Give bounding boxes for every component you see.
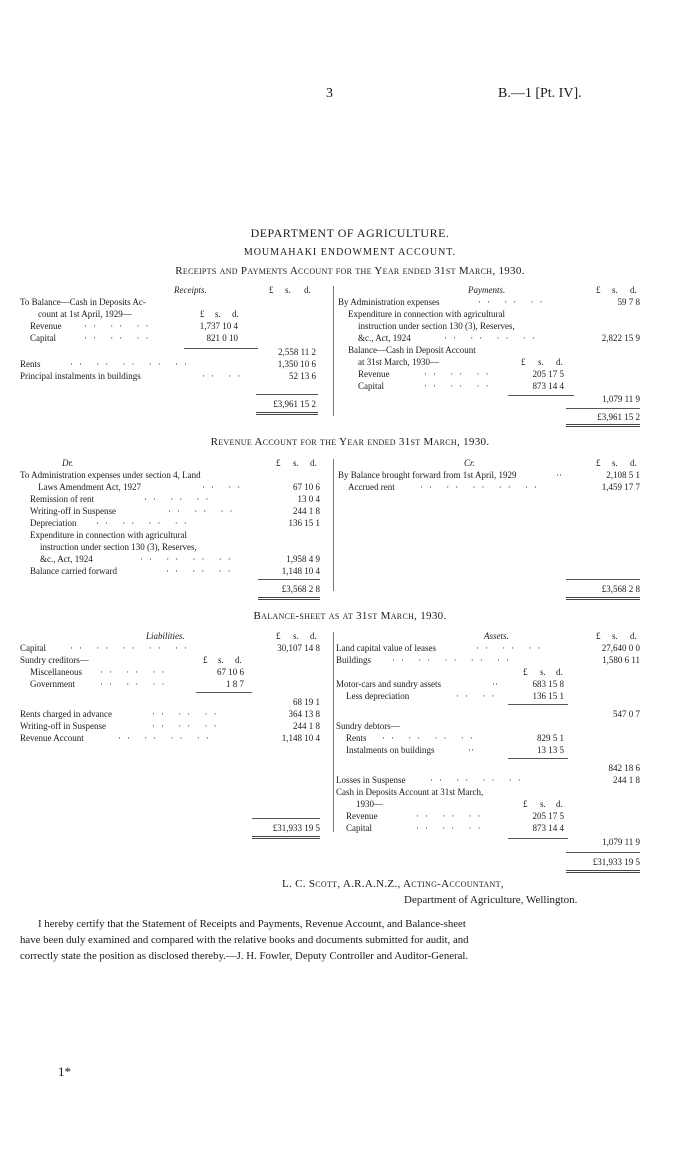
debtors-instalments-amount: 13 13 5 [537, 745, 564, 755]
balance-sheet: Liabilities. £ s. d. Capital ·· ·· ·· ·· ·· 30,107 14 8 Sundry creditors— £ s. d. Miscellaneous ·· ·· ·· 67 10 6 Government ·· ·· ·· 1 8 7 68 19 1 Rents charged in advance ·· ·· ·· 364 13 8 Writing-off in Suspense ·· ·· ·· 244 1 8 Revenue Account ·· ·· ·· ·· 1,148 10 4 £31,933 19 5 Assets. £ s. d. Land capital value of leases ·· ·· ·· 27,640 0 0 Buildings ·· ·· ·· ·· ·· 1,580 6 11 £ s. d. Motor-cars and sundry assets ·· 683 15 8 Less depreciation ·· ·· 136 15 1 547 0 7 Sundry debtors— Rents ·· ·· ·· ·· 829 5 1 Instalments on buildings ·· 13 13 5 842 18 6 Losses in Suspense ·· ·· ·· ·· 244 1 8 Cash in Deposits Account at 31st March, 1930— £ s. d. Revenue ·· ·· ·· 205 17 5 Capital ·· ·· ·· 873 14 4 [0, 630, 700, 840]
receipts-rents-amount: 1,350 10 6 [277, 359, 316, 369]
receipts-principal-amount: 52 13 6 [289, 371, 316, 381]
audit-certification-line-3: correctly state the position as disclosed thereby.—J. H. Fowler, Deputy Controller and Auditor-General. [20, 950, 469, 962]
accountant-signature: L. C. Scott, A.R.A.N.Z., Acting-Accountant, [282, 878, 504, 890]
liabilities-heading: Liabilities. [146, 631, 185, 641]
revenue-accrued-rent-amount: 1,459 17 7 [601, 482, 640, 492]
receipts-total: £3,961 15 2 [273, 399, 316, 409]
receipts-heading: Receipts. [174, 285, 207, 295]
liabilities-total: £31,933 19 5 [272, 823, 320, 833]
accountant-department: Department of Agriculture, Wellington. [404, 894, 578, 906]
less-depreciation-amount: 136 15 1 [532, 691, 564, 701]
receipts-revenue-amount: 1,737 10 4 [199, 321, 238, 331]
payments-heading: Payments. [468, 285, 506, 295]
revenue-cr-total: £3,568 2 8 [601, 584, 640, 594]
payments-expenditure-amount: 2,822 15 9 [601, 333, 640, 343]
audit-certification-line-2: have been duly examined and compared with the relative books and documents submitted for audit, and [20, 934, 469, 946]
payments-revenue-amount: 205 17 5 [532, 369, 564, 379]
revenue-carried-forward-amount: 1,148 10 4 [281, 566, 320, 576]
revenue-account: Dr. £ s. d. To Administration expenses under section 4, Land Laws Amendment Act, 1927 ·· ·· 67 10 6 Remission of rent ·· ·· ·· 13 0 4 Writing-off in Suspense ·· ·· ·· 244 1 8 Depreciation ·· ·· ·· ·· 136 15 1 Expenditure in connection with agricultural instruction under section 130 (3), Reserves, &c., Act, 1924 ·· ·· ·· ·· 1,958 4 9 Balance carried forward ·· ·· ·· 1,148 10 4 £3,568 2 8 Cr. £ s. d. By Balance brought forward from 1st April, 1929 ·· 2,108 5 1 Accrued rent ·· ·· ·· ·· ·· 1,459 17 7 £3,568 2 8 [0, 457, 700, 597]
creditors-government-amount: 1 8 7 [226, 679, 244, 689]
land-value-amount: 27,640 0 0 [601, 643, 640, 653]
debtors-rents-amount: 829 5 1 [537, 733, 564, 743]
revenue-cr-heading: Cr. [464, 458, 475, 468]
revenue-writing-off-amount: 244 1 8 [293, 506, 320, 516]
receipts-payments-account: Receipts. £ s. d. To Balance—Cash in Deposits Ac- count at 1st April, 1929— £ s. d. Revenue ·· ·· ·· 1,737 10 4 Capital ·· ·· ·· 821 0 10 2,558 11 2 Rents ·· ·· ·· ·· ·· 1,350 10 6 Principal instalments in buildings ·· ·· 52 13 6 £3,961 15 2 Payments. £ s. d. By Administration expenses ·· ·· ·· 59 7 8 Expenditure in connection with agricultural instruction under section 130 (3), Reserves, &c., Act, 1924 ·· ·· ·· ·· 2,822 15 9 Balance—Cash in Deposit Account at 31st March, 1930— £ s. d. Revenue ·· ·· ·· 205 17 5 Capital ·· ·· ·· 873 14 4 1,079 11 9 £3,961 15 2 [0, 284, 700, 424]
revenue-depreciation-amount: 136 15 1 [288, 518, 320, 528]
receipts-capital-amount: 821 0 10 [206, 333, 238, 343]
revenue-expenditure-amount: 1,958 4 9 [286, 554, 320, 564]
revenue-remission-amount: 13 0 4 [297, 494, 320, 504]
liabilities-capital-amount: 30,107 14 8 [277, 643, 320, 653]
buildings-amount: 1,580 6 11 [602, 655, 640, 665]
document-reference: B.—1 [Pt. IV]. [498, 86, 582, 101]
assets-cash-capital-amount: 873 14 4 [532, 823, 564, 833]
motor-cars-net-amount: 547 0 7 [613, 709, 640, 719]
receipts-payments-title: Receipts and Payments Account for the Year ended 31st March, 1930. [175, 265, 525, 277]
losses-in-suspense-amount: 244 1 8 [613, 775, 640, 785]
creditors-misc-amount: 67 10 6 [217, 667, 244, 677]
debtors-total: 842 18 6 [608, 763, 640, 773]
account-title: MOUMAHAKI ENDOWMENT ACCOUNT. [243, 247, 457, 258]
receipts-balance-subtotal: 2,558 11 2 [278, 347, 316, 357]
printer-signature-mark: 1* [58, 1064, 71, 1079]
audit-certification-line-1: I hereby certify that the Statement of Receipts and Payments, Revenue Account, and Balance-sheet [38, 918, 466, 930]
payments-total: £3,961 15 2 [597, 412, 640, 422]
liabilities-revenue-account-amount: 1,148 10 4 [281, 733, 320, 743]
rents-in-advance-amount: 364 13 8 [288, 709, 320, 719]
payments-admin-amount: 59 7 8 [617, 297, 640, 307]
page-number: 3 [326, 86, 333, 101]
balance-sheet-title: Balance-sheet as at 31st March, 1930. [253, 610, 447, 622]
revenue-brought-forward-amount: 2,108 5 1 [606, 470, 640, 480]
revenue-admin-amount: 67 10 6 [293, 482, 320, 492]
assets-cash-revenue-amount: 205 17 5 [532, 811, 564, 821]
revenue-dr-heading: Dr. [62, 458, 74, 468]
revenue-account-title: Revenue Account for the Year ended 31st March, 1930. [210, 436, 490, 448]
motor-cars-amount: 683 15 8 [532, 679, 564, 689]
creditors-total: 68 19 1 [293, 697, 320, 707]
assets-total: £31,933 19 5 [592, 857, 640, 867]
payments-capital-amount: 873 14 4 [532, 381, 564, 391]
assets-cash-total: 1,079 11 9 [602, 837, 640, 847]
payments-balance-total: 1,079 11 9 [602, 394, 640, 404]
assets-heading: Assets. [484, 631, 509, 641]
liabilities-writing-off-amount: 244 1 8 [293, 721, 320, 731]
department-title: DEPARTMENT OF AGRICULTURE. [250, 226, 450, 240]
revenue-dr-total: £3,568 2 8 [281, 584, 320, 594]
